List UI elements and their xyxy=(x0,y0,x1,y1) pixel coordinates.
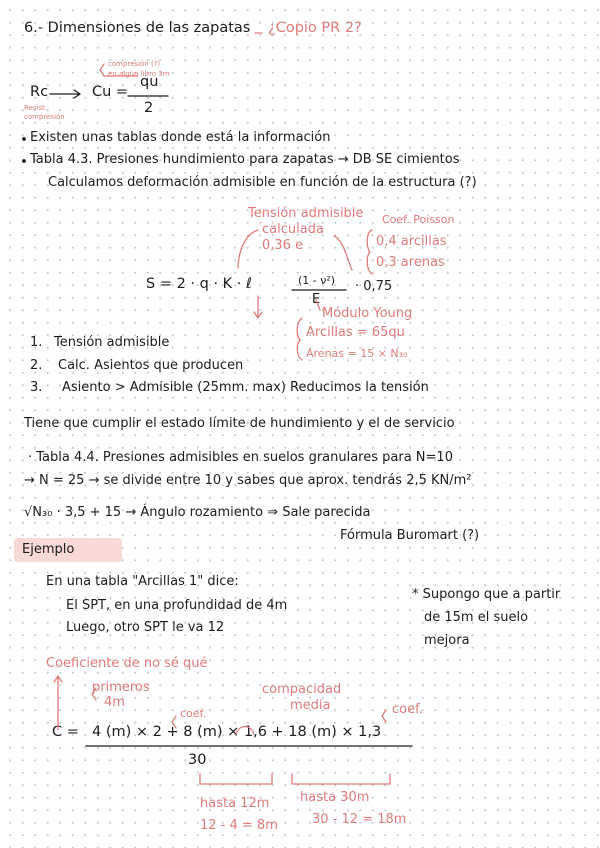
example-line3: Luego, otro SPT le va 12 xyxy=(66,620,225,635)
poisson-pointer xyxy=(334,236,352,270)
tension-value: 0,36 e xyxy=(262,238,304,253)
coef-right-bracket xyxy=(382,710,386,722)
coef-right-note: coef. xyxy=(392,702,423,717)
step-2-text: Calc. Asientos que producen xyxy=(58,358,244,373)
compacidad-note: compacidad xyxy=(262,682,342,697)
step-3-text: Asiento > Admisible (25mm. max) Reducimos la tensión xyxy=(62,380,429,395)
hasta-12-calc: 12 - 4 = 8m xyxy=(200,818,278,833)
table44-line4: Fórmula Buromart (?) xyxy=(340,528,480,543)
poisson-brace xyxy=(367,230,372,274)
tension-down-arrow-icon xyxy=(254,296,262,318)
step-1-text: Tensión admisible xyxy=(54,335,170,350)
coef-small-note: coef. xyxy=(180,707,207,720)
compacidad-media: media xyxy=(290,698,331,713)
side-note-1: * Supongo que a partir xyxy=(412,587,561,602)
table44-line3: √N₃₀ · 3,5 + 15 → Ángulo rozamiento ⇒ Sale parecida xyxy=(24,505,371,520)
table44-line1: · Tabla 4.4. Presiones admisibles en suelos granulares para N=10 xyxy=(28,450,453,465)
poisson-arcillas: 0,4 arcillas xyxy=(376,234,447,249)
bullet-2: Tabla 4.3. Presiones hundimiento para zapatas → DB SE cimientos xyxy=(30,152,460,167)
side-note-2: de 15m el suelo xyxy=(424,610,529,625)
bullet-2-dot xyxy=(23,160,25,162)
c-denominator: 30 xyxy=(188,752,207,768)
primeros-depth: 4m xyxy=(104,695,125,710)
bullet-1-dot xyxy=(23,138,25,140)
rc-label: Rc xyxy=(30,84,49,100)
example-label: Ejemplo xyxy=(22,542,75,557)
poisson-arenas: 0,3 arenas xyxy=(376,255,445,270)
bullet-1: Existen unas tablas donde está la información xyxy=(30,130,331,145)
hasta-30-bracket xyxy=(292,774,390,784)
coef-up-arrow-icon xyxy=(54,676,62,730)
settlement-formula: S = 2 · q · K · ℓ xyxy=(146,276,252,292)
factor: · 0,75 xyxy=(355,279,393,294)
poisson-title: Coef. Poisson xyxy=(382,213,455,226)
side-note-3: mejora xyxy=(424,633,470,648)
hasta-30: hasta 30m xyxy=(300,790,370,805)
compression-note: compresión (?) xyxy=(108,60,161,68)
step-3-num: 3. xyxy=(30,380,43,395)
hasta-30-calc: 30 - 12 = 18m xyxy=(312,812,407,827)
example-line1: En una tabla "Arcillas 1" dice: xyxy=(46,574,239,589)
young-title: Módulo Young xyxy=(322,306,413,321)
qu-numerator: qu xyxy=(140,74,159,90)
qu-denominator: 2 xyxy=(144,100,154,116)
hasta-12-bracket xyxy=(200,774,272,784)
young-arcillas: Arcillas = 65qu xyxy=(306,325,405,340)
young-arenas: Arenas = 15 × N₃₀ xyxy=(306,347,408,360)
tension-sub: calculada xyxy=(262,222,324,237)
coef-note: Coeficiente de no sé qué xyxy=(46,656,208,671)
question-note: ¿Copio PR 2? xyxy=(268,20,362,36)
poisson-fraction-den: E xyxy=(312,292,321,307)
step-1-num: 1. xyxy=(30,335,43,350)
c-equals: C = xyxy=(52,724,79,740)
rc-note-resist: Resist. xyxy=(24,104,48,112)
tension-title: Tensión admisible xyxy=(248,206,364,221)
step-2-num: 2. xyxy=(30,358,43,373)
limit-state-text: Tiene que cumplir el estado límite de hundimiento y el de servicio xyxy=(24,416,455,431)
table44-line2: → N = 25 → se divide entre 10 y sabes que aprox. tendrás 2,5 KN/m² xyxy=(24,473,472,488)
tension-pointer-curve xyxy=(238,230,258,268)
poisson-fraction-num: (1 - ν²) xyxy=(298,274,336,287)
book-note: en algún libro 3m xyxy=(108,70,170,78)
primeros-note: primeros xyxy=(92,680,150,695)
example-line2: El SPT, en una profundidad de 4m xyxy=(66,598,288,613)
bullet-3: Calculamos deformación admisible en función de la estructura (?) xyxy=(48,175,477,190)
section-title: 6.- Dimensiones de las zapatas xyxy=(24,20,251,36)
c-formula: 4 (m) × 2 + 8 (m) × 1,6 + 18 (m) × 1,3 xyxy=(92,724,382,740)
young-brace xyxy=(297,318,302,360)
rc-note-compresion: compresión xyxy=(24,113,65,121)
hasta-12: hasta 12m xyxy=(200,796,270,811)
rc-arrow-icon xyxy=(50,90,80,98)
cu-label: Cu = xyxy=(92,84,129,100)
